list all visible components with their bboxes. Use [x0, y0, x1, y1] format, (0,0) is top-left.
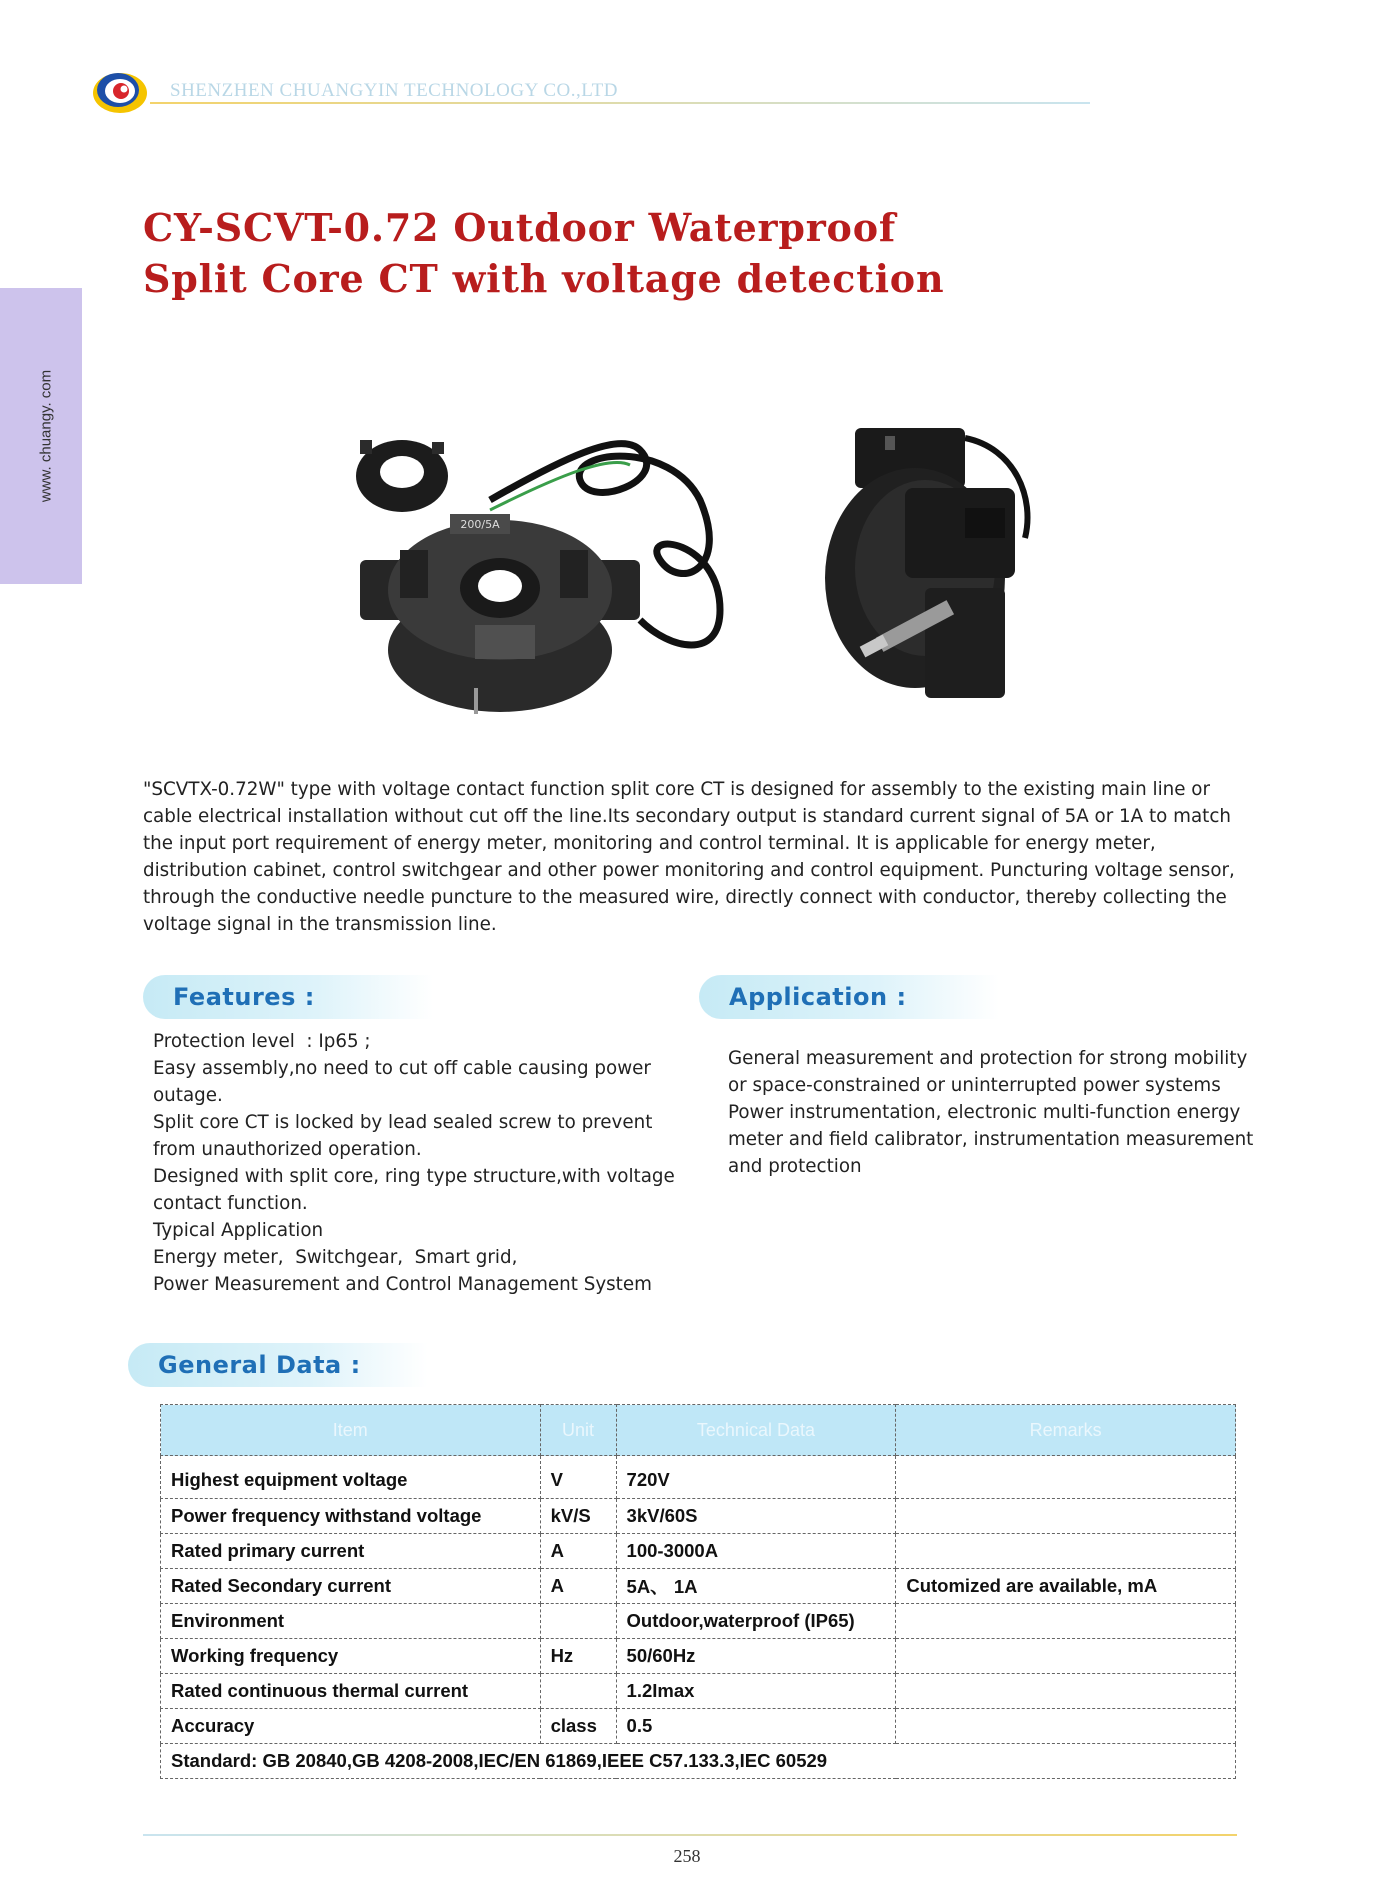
table-cell	[896, 1674, 1236, 1709]
page-number: 258	[673, 1846, 701, 1866]
side-website-url: www. chuangy. com	[37, 369, 55, 503]
table-cell: Power frequency withstand voltage	[161, 1499, 541, 1534]
column-header: Item	[161, 1405, 541, 1456]
table-cell: Outdoor,waterproof (IP65)	[616, 1604, 896, 1639]
features-heading: Features :	[143, 975, 433, 1019]
table-cell	[896, 1604, 1236, 1639]
table-cell	[896, 1709, 1236, 1744]
table-row	[161, 1604, 1236, 1639]
table-row	[161, 1674, 1236, 1709]
table-cell: Working frequency	[161, 1639, 541, 1674]
product-image-split-core-ct	[340, 420, 770, 720]
table-row	[161, 1709, 1236, 1744]
table-cell: Hz	[540, 1639, 616, 1674]
table-cell: Highest equipment voltage	[161, 1456, 541, 1499]
table-cell	[896, 1456, 1236, 1499]
list-item: Typical Application	[153, 1220, 324, 1241]
column-header: Technical Data	[616, 1405, 896, 1456]
table-header-row	[161, 1405, 1236, 1456]
table-row	[161, 1569, 1236, 1604]
table-cell: V	[540, 1456, 616, 1499]
table-cell: 3kV/60S	[616, 1499, 896, 1534]
table-row	[161, 1744, 1236, 1779]
table-cell: 50/60Hz	[616, 1639, 896, 1674]
table-row	[161, 1456, 1236, 1499]
features-list	[153, 1028, 693, 1298]
list-item: General measurement and protection for strong mobility or space-constrained or uninterrupted power systems	[728, 1048, 1248, 1096]
title-line-2: Split Core CT with voltage detection	[143, 256, 945, 301]
table-cell: 0.5	[616, 1709, 896, 1744]
table-cell: A	[540, 1534, 616, 1569]
table-cell: 5A、 1A	[616, 1569, 896, 1604]
title-line-1: CY-SCVT-0.72 Outdoor Waterproof	[143, 205, 896, 250]
list-item: Energy meter, Switchgear, Smart grid,	[153, 1247, 518, 1268]
table-row	[161, 1499, 1236, 1534]
table-cell	[896, 1534, 1236, 1569]
list-item: Split core CT is locked by lead sealed screw to prevent from unauthorized operation.	[153, 1112, 653, 1160]
ct-rating-label: 200/5A	[460, 518, 500, 531]
table-cell: 100-3000A	[616, 1534, 896, 1569]
table-cell: kV/S	[540, 1499, 616, 1534]
application-heading: Application :	[699, 975, 999, 1019]
table-cell: A	[540, 1569, 616, 1604]
general-data-heading: General Data :	[128, 1343, 428, 1387]
table-cell: Accuracy	[161, 1709, 541, 1744]
standard-row: Standard: GB 20840,GB 4208-2008,IEC/EN 61869,IEEE C57.133.3,IEC 60529	[161, 1744, 1236, 1779]
table-cell: Rated continuous thermal current	[161, 1674, 541, 1709]
list-item: Easy assembly,no need to cut off cable causing power outage.	[153, 1058, 651, 1106]
header-divider	[150, 102, 1090, 104]
table-cell: 720V	[616, 1456, 896, 1499]
company-logo-icon	[92, 70, 148, 116]
table-cell: Cutomized are available, mA	[896, 1569, 1236, 1604]
table-cell	[540, 1604, 616, 1639]
footer-divider	[143, 1834, 1237, 1836]
product-image-side-view	[815, 418, 1055, 708]
table-cell: Rated Secondary current	[161, 1569, 541, 1604]
table-cell: class	[540, 1709, 616, 1744]
table-row	[161, 1534, 1236, 1569]
list-item: Designed with split core, ring type structure,with voltage contact function.	[153, 1166, 675, 1214]
table-cell	[540, 1674, 616, 1709]
table-row	[161, 1639, 1236, 1674]
table-cell	[896, 1499, 1236, 1534]
page-title	[143, 202, 944, 304]
table-cell: Rated primary current	[161, 1534, 541, 1569]
intro-paragraph: "SCVTX-0.72W" type with voltage contact function split core CT is designed for assembly to the existing main line or cable electrical installation without cut off the line.Its secondary output is standard current signal of 5A or 1A to match the input port requirement of energy meter, monitoring and control terminal. It is applicable for energy meter, distribution cabinet, control switchgear and other power monitoring and control equipment. Puncturing voltage sensor, through the conductive needle puncture to the measured wire, directly connect with conductor, thereby collecting the voltage signal in the transmission line.	[143, 779, 1235, 935]
list-item: Power instrumentation, electronic multi-function energy meter and field calibrator, instrumentation measurement and protection	[728, 1102, 1254, 1177]
list-item: Power Measurement and Control Management System	[153, 1274, 652, 1295]
table-cell: Environment	[161, 1604, 541, 1639]
column-header: Unit	[540, 1405, 616, 1456]
table-cell: 1.2Imax	[616, 1674, 896, 1709]
column-header: Remarks	[896, 1405, 1236, 1456]
table-cell	[896, 1639, 1236, 1674]
list-item: Protection level : Ip65 ;	[153, 1031, 371, 1052]
application-list	[728, 1045, 1258, 1180]
general-data-table	[160, 1404, 1236, 1779]
company-name: SHENZHEN CHUANGYIN TECHNOLOGY CO.,LTD	[170, 80, 618, 101]
